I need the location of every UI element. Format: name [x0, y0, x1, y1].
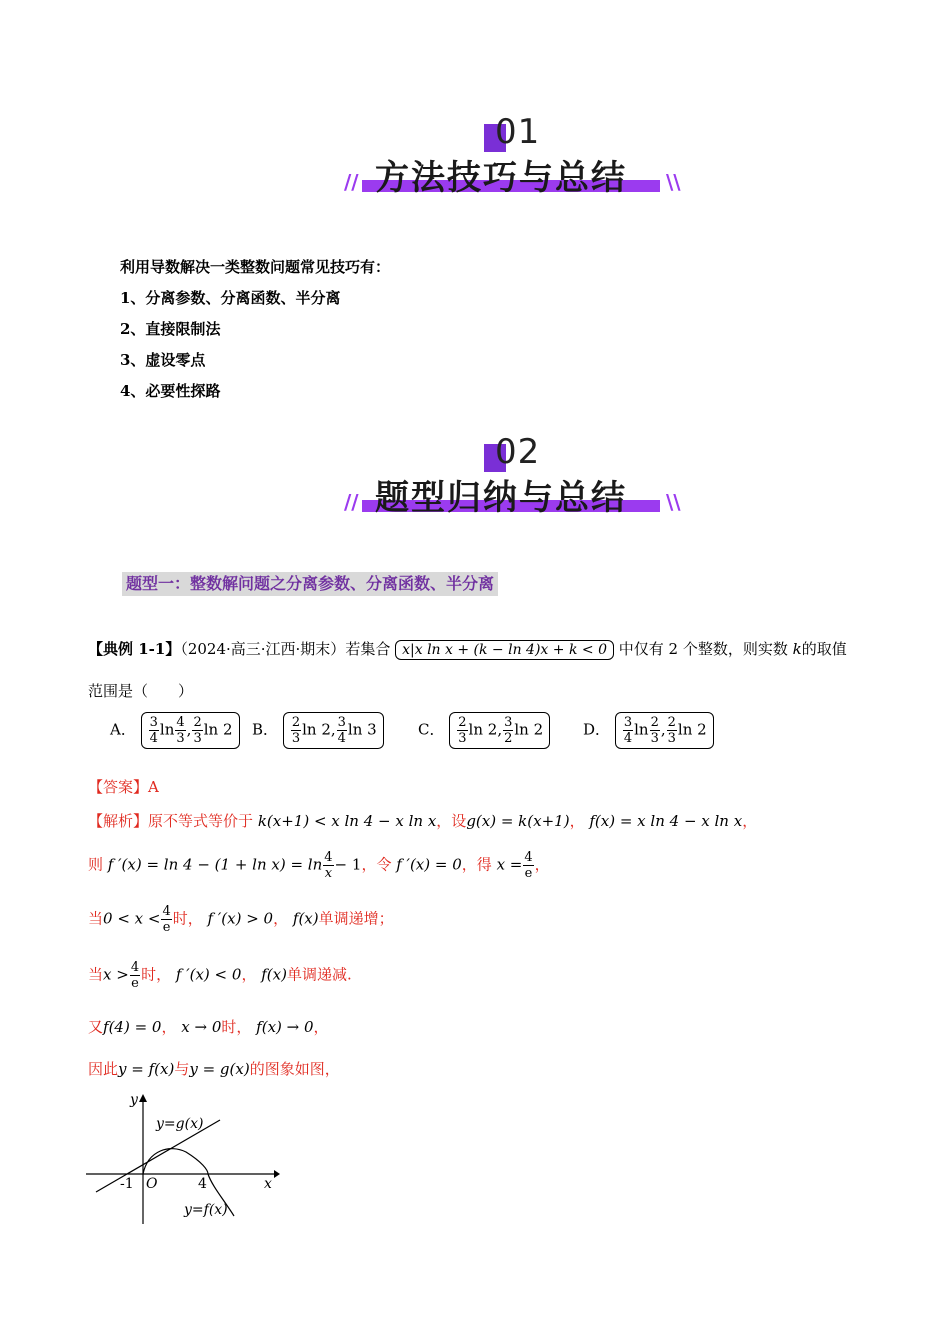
math-expression: k(x+1) < x ln 4 − x ln x	[257, 812, 437, 830]
intro-item: 1、分离参数、分离函数、半分离	[120, 289, 341, 307]
intro-block	[120, 252, 390, 407]
solution-line-5: 又f(4) = 0， x → 0时， f(x) → 0，	[88, 1018, 329, 1036]
example-line-2: 范围是（ ）	[88, 682, 194, 700]
set-expression: x|x ln x + (k − ln 4)x + k < 0	[395, 640, 614, 660]
question-type-heading: 题型一：整数解问题之分离参数、分离函数、半分离	[122, 572, 498, 596]
option-interval: $\frac{3}{4}$ ln $\frac{2}{3}$ , $\frac{2}{3}$ ln 2	[615, 712, 714, 749]
right-slash-decoration: \\	[666, 490, 681, 514]
math-expression: f ′(x) = ln 4 − (1 + ln x) = ln	[107, 855, 323, 874]
intro-item: 4、必要性探路	[120, 382, 221, 400]
option-interval: $\frac{2}{3}$ ln 2, $\frac{3}{2}$ ln 2	[449, 712, 550, 749]
example-text: 的取值	[801, 640, 847, 658]
math-expression: g(x) = k(x+1)	[466, 812, 570, 830]
tick-label: 4	[198, 1176, 207, 1192]
option-interval: $\frac{3}{4}$ ln $\frac{4}{3}$ , $\frac{2}{3}$ ln 2	[141, 712, 240, 749]
math-expression: f(x) = x ln 4 − x ln x	[589, 812, 743, 830]
left-slash-decoration: //	[344, 490, 359, 514]
option-d[interactable]: D． $\frac{3}{4}$ ln $\frac{2}{3}$ , $\frac{2}{3}$ ln 2	[583, 712, 714, 749]
intro-item: 2、直接限制法	[120, 320, 221, 338]
section-banner-1	[0, 112, 950, 212]
y-axis-label: y	[130, 1092, 138, 1108]
option-interval: $\frac{2}{3}$ ln 2, $\frac{3}{4}$ ln 3	[283, 712, 384, 749]
solution-line-1: 【解析】原不等式等价于 k(x+1) < x ln 4 − x ln x，设g(x) = k(x+1)， f(x) = x ln 4 − x ln x，	[88, 812, 758, 830]
math-expression: f ′(x) = 0	[396, 855, 462, 874]
left-slash-decoration: //	[344, 170, 359, 194]
g-label: y=g(x)	[156, 1116, 204, 1132]
y-axis-arrow	[139, 1094, 147, 1102]
tick-label: -1	[120, 1176, 134, 1192]
example-text: 中仅有 2 个整数，则实数	[618, 640, 788, 658]
solution-line-2: 则 f ′(x) = ln 4 − (1 + ln x) = ln $\frac{4}{x}$ − 1，令 f ′(x) = 0，得 x = $\frac{4}{e}$ ，	[88, 850, 550, 881]
example-label: 【典例 1-1】	[88, 640, 181, 658]
solution-line-4: 当x > $\frac{4}{e}$ 时， f ′(x) < 0， f(x)单调递减.	[88, 960, 352, 991]
section-banner-2	[0, 432, 950, 532]
answer-label: 【答案】	[88, 778, 149, 796]
right-slash-decoration: \\	[666, 170, 681, 194]
section-number: 01	[495, 112, 541, 152]
answer-value: A	[148, 778, 159, 796]
x-axis-arrow	[274, 1170, 280, 1178]
intro-item: 3、虚设零点	[120, 351, 206, 369]
function-graph	[84, 1090, 284, 1230]
section-title: 方法技巧与总结	[375, 158, 627, 198]
option-b[interactable]: B． $\frac{2}{3}$ ln 2, $\frac{3}{4}$ ln 3	[252, 712, 384, 749]
variable-k: k	[792, 640, 802, 658]
answer-line	[88, 776, 159, 797]
section-number: 02	[495, 432, 541, 472]
solution-line-6: 因此y = f(x)与y = g(x)的图象如图，	[88, 1060, 340, 1078]
intro-heading: 利用导数解决一类整数问题常见技巧有：	[120, 258, 391, 276]
example-source: （2024·高三·江西·期末）	[180, 640, 346, 658]
example-text: 若集合	[345, 640, 391, 658]
example-line-1	[88, 638, 847, 660]
math-expression: x =	[496, 855, 523, 874]
origin-label: O	[146, 1176, 158, 1192]
section-title: 题型归纳与总结	[375, 478, 627, 518]
solution-line-3: 当0 < x < $\frac{4}{e}$ 时， f ′(x) > 0， f(x)单调递增；	[88, 904, 394, 935]
x-axis-label: x	[264, 1176, 272, 1192]
option-c[interactable]: C． $\frac{2}{3}$ ln 2, $\frac{3}{2}$ ln 2	[418, 712, 550, 749]
f-label: y=f(x)	[184, 1202, 228, 1218]
option-a[interactable]: A． $\frac{3}{4}$ ln $\frac{4}{3}$ , $\frac{2}{3}$ ln 2	[110, 712, 240, 749]
